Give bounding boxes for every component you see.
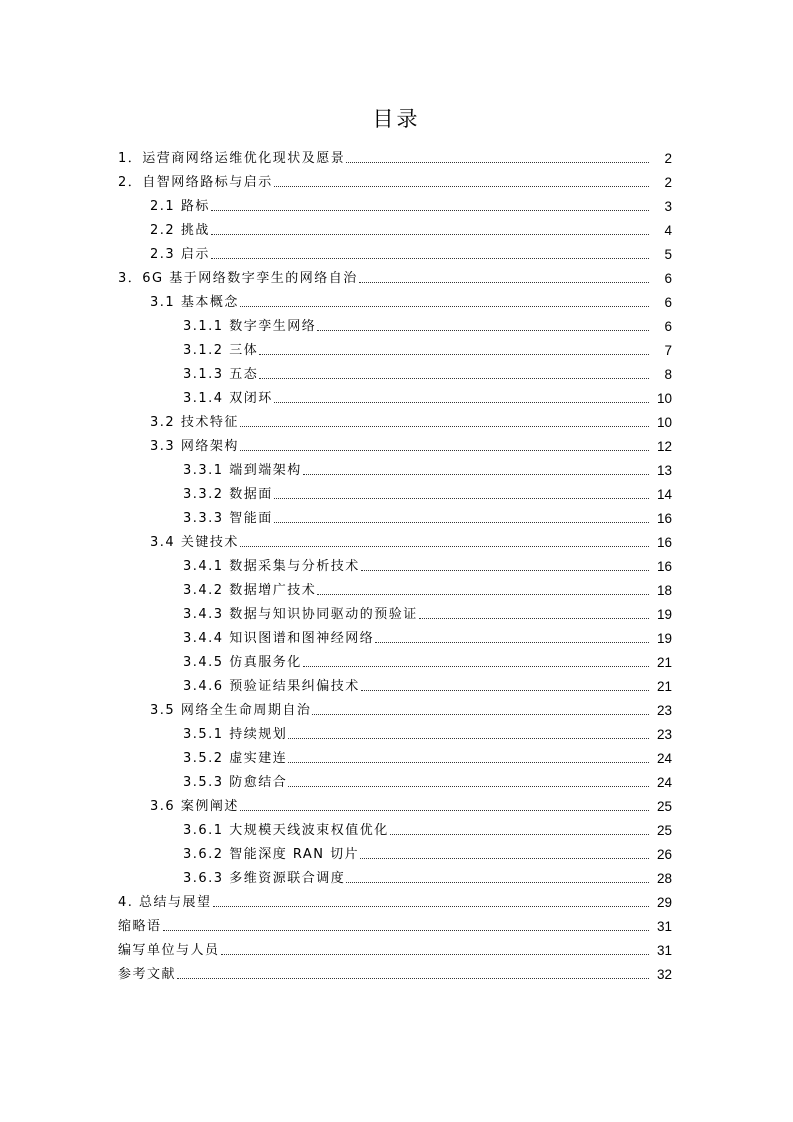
toc-entry-number: 3.1.4	[183, 391, 230, 406]
toc-entry-number: 3.6.2	[183, 847, 230, 862]
toc-entry[interactable]	[0, 625, 793, 649]
dot-leader	[346, 161, 649, 163]
toc-entry-number: 3.1.3	[183, 367, 230, 382]
toc-entry-page-number: 25	[656, 823, 672, 838]
toc-entry-page-number: 3	[664, 199, 672, 214]
dot-leader	[211, 257, 649, 259]
toc-entry-label: 缩略语	[118, 919, 162, 934]
toc-entry-number: 3.6.3	[183, 871, 230, 886]
toc-entry-label: 虚实建连	[229, 751, 288, 766]
toc-entry-page-number: 6	[664, 295, 672, 310]
dot-leader	[346, 881, 649, 883]
toc-entry-page-number: 19	[656, 607, 672, 622]
toc-entry-label: 预验证结果纠偏技术	[229, 679, 360, 694]
toc-entry[interactable]	[0, 889, 793, 913]
dot-leader	[211, 233, 649, 235]
dot-leader	[259, 377, 649, 379]
toc-entry-label: 三体	[229, 343, 259, 358]
toc-entry[interactable]	[0, 169, 793, 193]
toc-entry-page-number: 18	[656, 583, 672, 598]
dot-leader	[240, 809, 649, 811]
dot-leader	[259, 353, 649, 355]
toc-entry-page-number: 25	[656, 799, 672, 814]
toc-entry-label: 双闭环	[229, 391, 273, 406]
toc-entry[interactable]	[0, 793, 793, 817]
toc-entry-number: 3.4.6	[183, 679, 230, 694]
toc-entry-number: 3.4.5	[183, 655, 230, 670]
toc-entry-page-number: 12	[656, 439, 672, 454]
toc-entry-number: 3.3	[150, 439, 181, 454]
toc-entry-label: 多维资源联合调度	[229, 871, 346, 886]
toc-entry-label: 基本概念	[180, 295, 239, 310]
toc-entry-label: 数据采集与分析技术	[229, 559, 360, 574]
toc-entry-number: 3.4.4	[183, 631, 230, 646]
toc-entry-label: 6G 基于网络数字孪生的网络自治	[142, 271, 358, 286]
dot-leader	[360, 857, 649, 859]
toc-entry-page-number: 16	[656, 559, 672, 574]
toc-entry[interactable]	[0, 481, 793, 505]
toc-entry[interactable]	[0, 361, 793, 385]
toc-entry[interactable]	[0, 601, 793, 625]
toc-entry-page-number: 8	[664, 367, 672, 382]
toc-entry[interactable]	[0, 649, 793, 673]
toc-entry-label: 自智网络路标与启示	[142, 175, 273, 190]
toc-entry-label: 技术特征	[180, 415, 239, 430]
toc-entry-number: 3.5.3	[183, 775, 230, 790]
toc-entry-label: 智能面	[229, 511, 273, 526]
toc-entry-page-number: 21	[656, 679, 672, 694]
toc-entry-page-number: 24	[656, 775, 672, 790]
toc-entry-label: 端到端架构	[229, 463, 302, 478]
toc-entry-page-number: 7	[664, 343, 672, 358]
toc-entry-page-number: 24	[656, 751, 672, 766]
dot-leader	[288, 785, 649, 787]
toc-entry-page-number: 6	[664, 319, 672, 334]
dot-leader	[419, 617, 649, 619]
toc-entry[interactable]	[0, 433, 793, 457]
toc-entry[interactable]	[0, 265, 793, 289]
toc-entry-page-number: 2	[664, 175, 672, 190]
dot-leader	[361, 689, 649, 691]
dot-leader	[274, 497, 649, 499]
toc-entry[interactable]	[0, 697, 793, 721]
toc-entry-number: 3.6.1	[183, 823, 230, 838]
toc-entry[interactable]	[0, 745, 793, 769]
toc-entry[interactable]	[0, 217, 793, 241]
toc-entry-page-number: 19	[656, 631, 672, 646]
dot-leader	[361, 569, 649, 571]
toc-entry-label: 网络架构	[180, 439, 239, 454]
toc-entry[interactable]	[0, 673, 793, 697]
toc-entry-label: 知识图谱和图神经网络	[229, 631, 375, 646]
toc-entry-number: 3．	[118, 271, 143, 286]
toc-entry[interactable]	[0, 865, 793, 889]
dot-leader	[288, 761, 649, 763]
toc-entry[interactable]	[0, 913, 793, 937]
toc-entry-number: 3.5.1	[183, 727, 230, 742]
toc-entry-page-number: 28	[656, 871, 672, 886]
toc-entry-number: 3.4.3	[183, 607, 230, 622]
dot-leader	[375, 641, 649, 643]
toc-entry-page-number: 31	[656, 943, 672, 958]
dot-leader	[240, 305, 649, 307]
dot-leader	[359, 281, 649, 283]
toc-entry-page-number: 10	[656, 415, 672, 430]
dot-leader	[317, 329, 649, 331]
toc-entry-page-number: 14	[656, 487, 672, 502]
toc-entry-label: 案例阐述	[180, 799, 239, 814]
toc-entry-page-number: 6	[664, 271, 672, 286]
toc-entry-page-number: 29	[656, 895, 672, 910]
dot-leader	[303, 665, 649, 667]
dot-leader	[211, 209, 649, 211]
dot-leader	[274, 185, 649, 187]
toc-entry-number: 3.5.2	[183, 751, 230, 766]
toc-entry-label: 五态	[229, 367, 259, 382]
toc-entry-label: 网络全生命周期自治	[180, 703, 312, 718]
toc-entry-label: 数据与知识协同驱动的预验证	[229, 607, 418, 622]
toc-entry[interactable]	[0, 385, 793, 409]
toc-entry-label: 防愈结合	[229, 775, 288, 790]
toc-entry-page-number: 10	[656, 391, 672, 406]
toc-entry-label: 启示	[180, 247, 210, 262]
toc-entry-number: 3.5	[150, 703, 181, 718]
toc-entry-page-number: 4	[664, 223, 672, 238]
toc-entry-label: 挑战	[180, 223, 210, 238]
toc-entry[interactable]	[0, 289, 793, 313]
toc-entry[interactable]	[0, 241, 793, 265]
dot-leader	[312, 713, 649, 715]
dot-leader	[240, 425, 649, 427]
toc-entry-number: 3.4.2	[183, 583, 230, 598]
toc-entry-label: 路标	[180, 199, 210, 214]
dot-leader	[303, 473, 649, 475]
toc-entry-label: 运营商网络运维优化现状及愿景	[142, 151, 346, 166]
toc-entry-page-number: 16	[656, 511, 672, 526]
toc-entry-page-number: 16	[656, 535, 672, 550]
toc-entry[interactable]	[0, 721, 793, 745]
toc-entry[interactable]	[0, 841, 793, 865]
toc-entry-label: 智能深度 RAN 切片	[229, 847, 360, 862]
toc-entry-page-number: 13	[656, 463, 672, 478]
toc-entry[interactable]	[0, 769, 793, 793]
toc-entry-number: 3.2	[150, 415, 181, 430]
toc-entry-label: 数据面	[229, 487, 273, 502]
toc-entry[interactable]	[0, 817, 793, 841]
toc-entry-page-number: 21	[656, 655, 672, 670]
toc-entry-number: 3.3.2	[183, 487, 230, 502]
toc-entry-number: 4.	[118, 895, 140, 910]
toc-entry-number: 2.1	[150, 199, 181, 214]
toc-entry-number: 2.3	[150, 247, 181, 262]
toc-entry-number: 3.1.1	[183, 319, 230, 334]
toc-entry-label: 参考文献	[118, 967, 177, 982]
toc-entry-number: 3.4	[150, 535, 181, 550]
toc-entry-number: 3.1.2	[183, 343, 230, 358]
toc-entry-page-number: 23	[656, 703, 672, 718]
toc-entry[interactable]	[0, 313, 793, 337]
toc-entry-page-number: 32	[656, 967, 672, 982]
toc-entry-label: 数据增广技术	[229, 583, 317, 598]
dot-leader	[240, 545, 649, 547]
toc-entry-page-number: 26	[656, 847, 672, 862]
toc-entry-number: 1．	[118, 151, 143, 166]
toc-entry-page-number: 2	[664, 151, 672, 166]
toc-entry-number: 3.4.1	[183, 559, 230, 574]
toc-entry-page-number: 5	[664, 247, 672, 262]
toc-entry[interactable]	[0, 457, 793, 481]
dot-leader	[240, 449, 649, 451]
toc-entry[interactable]	[0, 937, 793, 961]
toc-entry-page-number: 31	[656, 919, 672, 934]
dot-leader	[288, 737, 649, 739]
toc-entry-number: 2．	[118, 175, 143, 190]
toc-entry-number: 3.3.3	[183, 511, 230, 526]
toc-entry-number: 3.1	[150, 295, 181, 310]
dot-leader	[274, 401, 649, 403]
toc-entry-label: 大规模天线波束权值优化	[229, 823, 389, 838]
toc-entry-label: 总结与展望	[139, 895, 212, 910]
toc-entry[interactable]	[0, 961, 793, 985]
dot-leader	[221, 953, 649, 955]
toc-entry[interactable]	[0, 193, 793, 217]
toc-entry[interactable]	[0, 409, 793, 433]
table-of-contents	[0, 145, 793, 985]
toc-entry-label: 持续规划	[229, 727, 288, 742]
toc-entry-label: 数字孪生网络	[229, 319, 317, 334]
toc-entry[interactable]	[0, 337, 793, 361]
toc-entry-label: 关键技术	[180, 535, 239, 550]
toc-entry-page-number: 23	[656, 727, 672, 742]
toc-entry-number: 2.2	[150, 223, 181, 238]
dot-leader	[274, 521, 649, 523]
toc-entry-number: 3.3.1	[183, 463, 230, 478]
toc-entry[interactable]	[0, 577, 793, 601]
toc-entry[interactable]	[0, 145, 793, 169]
dot-leader	[213, 905, 649, 907]
dot-leader	[317, 593, 649, 595]
toc-title: 目录	[372, 107, 421, 131]
dot-leader	[390, 833, 649, 835]
toc-entry[interactable]	[0, 505, 793, 529]
toc-entry[interactable]	[0, 553, 793, 577]
dot-leader	[163, 929, 649, 931]
toc-entry[interactable]	[0, 529, 793, 553]
dot-leader	[177, 977, 649, 979]
toc-entry-label: 仿真服务化	[229, 655, 302, 670]
toc-entry-label: 编写单位与人员	[118, 943, 220, 958]
toc-entry-number: 3.6	[150, 799, 181, 814]
